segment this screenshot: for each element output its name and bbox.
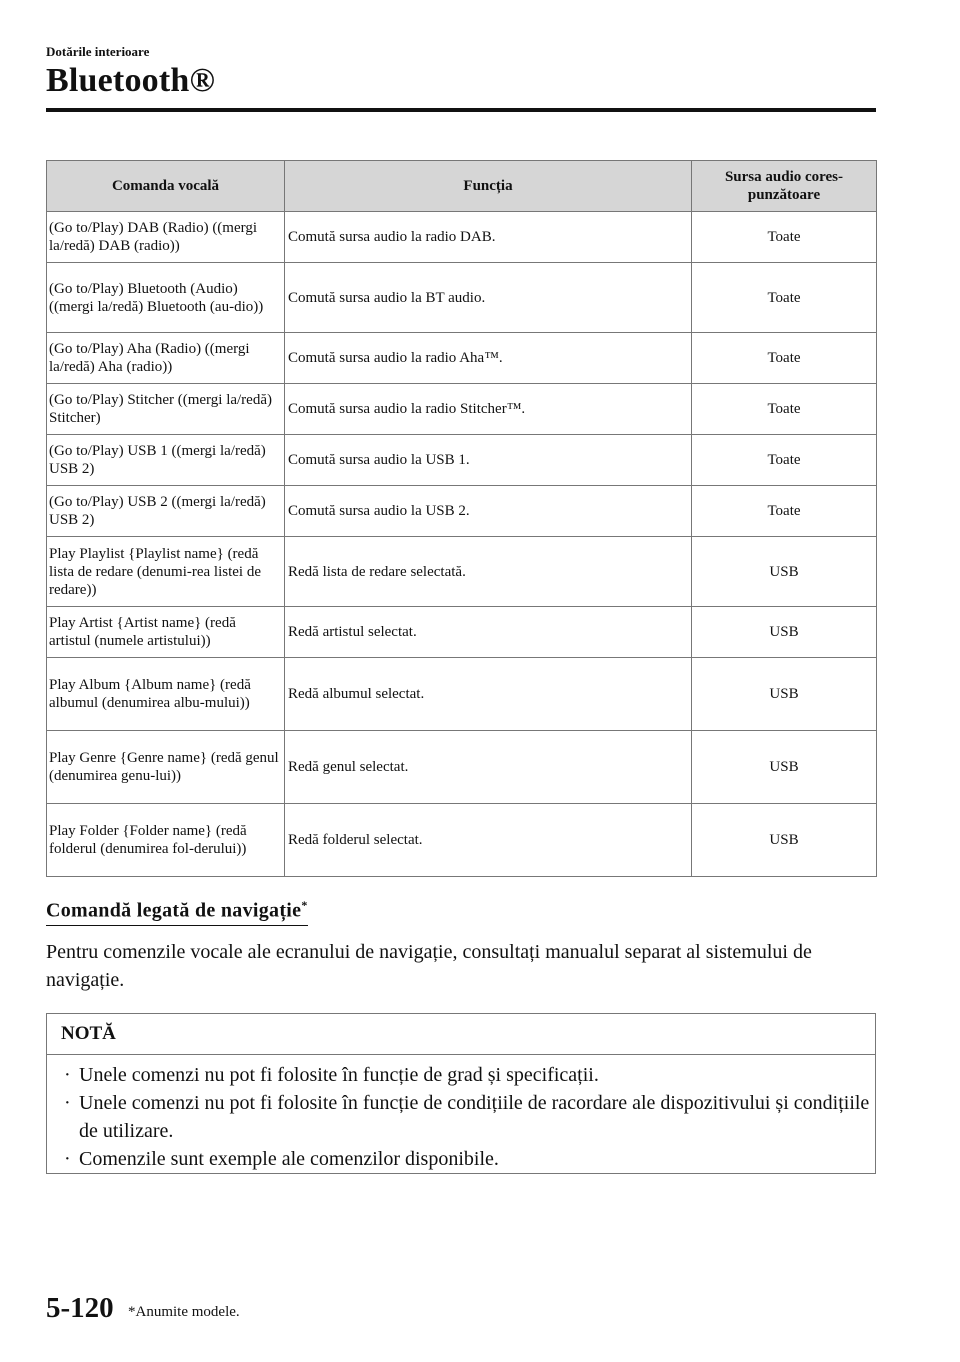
command-cell: Play Playlist {Playlist name} (redă lista de redare (denumi-rea listei de redare)): [47, 537, 285, 607]
source-cell: Toate: [692, 333, 877, 384]
page-number: 5-120: [46, 1292, 114, 1324]
table-row: [47, 333, 877, 384]
note-item: [61, 1061, 875, 1089]
voice-command-table: [46, 160, 877, 877]
navigation-paragraph: Pentru comenzile vocale ale ecranului de navigație, consultați manualul separat al sistemului de navigație.: [46, 941, 812, 991]
navigation-heading-text: Comandă legată de navigație: [46, 899, 302, 922]
table-row: [47, 435, 877, 486]
function-cell: Comută sursa audio la BT audio.: [285, 263, 692, 333]
table-row: [47, 486, 877, 537]
table-row: [47, 384, 877, 435]
column-header-command: Comanda vocală: [47, 161, 285, 212]
source-cell: USB: [692, 607, 877, 658]
section-label: Dotările interioare: [46, 44, 150, 59]
command-cell: Play Folder {Folder name} (redă folderul (denumirea fol-derului)): [47, 804, 285, 877]
note-box: [46, 1013, 876, 1174]
model-footnote-mark: *: [301, 898, 308, 912]
note-item: [61, 1089, 875, 1145]
note-item-text: Unele comenzi nu pot fi folosite în funcție de grad și specificații.: [79, 1064, 599, 1086]
function-cell: Redă artistul selectat.: [285, 607, 692, 658]
page-title: Bluetooth®: [46, 62, 216, 99]
bullet-icon: ·: [64, 1092, 71, 1114]
source-cell: Toate: [692, 212, 877, 263]
function-cell: Comută sursa audio la radio Aha™.: [285, 333, 692, 384]
note-item-text: Unele comenzi nu pot fi folosite în funcție de condițiile de racordare ale dispozitivului și condițiile de utilizare.: [79, 1092, 870, 1142]
source-cell: Toate: [692, 435, 877, 486]
command-cell: (Go to/Play) Stitcher ((mergi la/redă) Stitcher): [47, 384, 285, 435]
function-cell: Comută sursa audio la radio DAB.: [285, 212, 692, 263]
source-cell: USB: [692, 731, 877, 804]
command-cell: (Go to/Play) USB 2 ((mergi la/redă) USB 2): [47, 486, 285, 537]
source-cell: USB: [692, 804, 877, 877]
source-cell: USB: [692, 658, 877, 731]
table-row: [47, 263, 877, 333]
table-row: [47, 804, 877, 877]
source-cell: USB: [692, 537, 877, 607]
column-header-source: Sursa audio cores-punzătoare: [692, 161, 877, 212]
table-header-row: [47, 161, 877, 212]
command-cell: Play Artist {Artist name} (redă artistul (numele artistului)): [47, 607, 285, 658]
command-cell: (Go to/Play) DAB (Radio) ((mergi la/redă) DAB (radio)): [47, 212, 285, 263]
function-cell: Redă folderul selectat.: [285, 804, 692, 877]
note-item-text: Comenzile sunt exemple ale comenzilor disponibile.: [79, 1148, 499, 1170]
table-row: [47, 731, 877, 804]
command-cell: Play Genre {Genre name} (redă genul (denumirea genu-lui)): [47, 731, 285, 804]
function-cell: Comută sursa audio la USB 2.: [285, 486, 692, 537]
command-cell: Play Album {Album name} (redă albumul (denumirea albu-mului)): [47, 658, 285, 731]
table-row: [47, 212, 877, 263]
command-cell: (Go to/Play) Aha (Radio) ((mergi la/redă) Aha (radio)): [47, 333, 285, 384]
bullet-icon: ·: [64, 1148, 71, 1170]
function-cell: Redă lista de redare selectată.: [285, 537, 692, 607]
navigation-heading: [46, 898, 308, 926]
title-rule: [46, 108, 876, 112]
function-cell: Comută sursa audio la USB 1.: [285, 435, 692, 486]
command-cell: (Go to/Play) Bluetooth (Audio) ((mergi la/redă) Bluetooth (au-dio)): [47, 263, 285, 333]
function-cell: Redă albumul selectat.: [285, 658, 692, 731]
table-row: [47, 537, 877, 607]
bullet-icon: ·: [64, 1064, 71, 1086]
table-row: [47, 607, 877, 658]
note-item: [61, 1145, 875, 1173]
table-row: [47, 658, 877, 731]
source-cell: Toate: [692, 486, 877, 537]
command-cell: (Go to/Play) USB 1 ((mergi la/redă) USB 2): [47, 435, 285, 486]
column-header-function: Funcția: [285, 161, 692, 212]
note-title: NOTĂ: [47, 1014, 875, 1055]
source-cell: Toate: [692, 384, 877, 435]
note-list: [47, 1055, 875, 1173]
function-cell: Redă genul selectat.: [285, 731, 692, 804]
source-cell: Toate: [692, 263, 877, 333]
footnote: *Anumite modele.: [128, 1304, 240, 1320]
function-cell: Comută sursa audio la radio Stitcher™.: [285, 384, 692, 435]
